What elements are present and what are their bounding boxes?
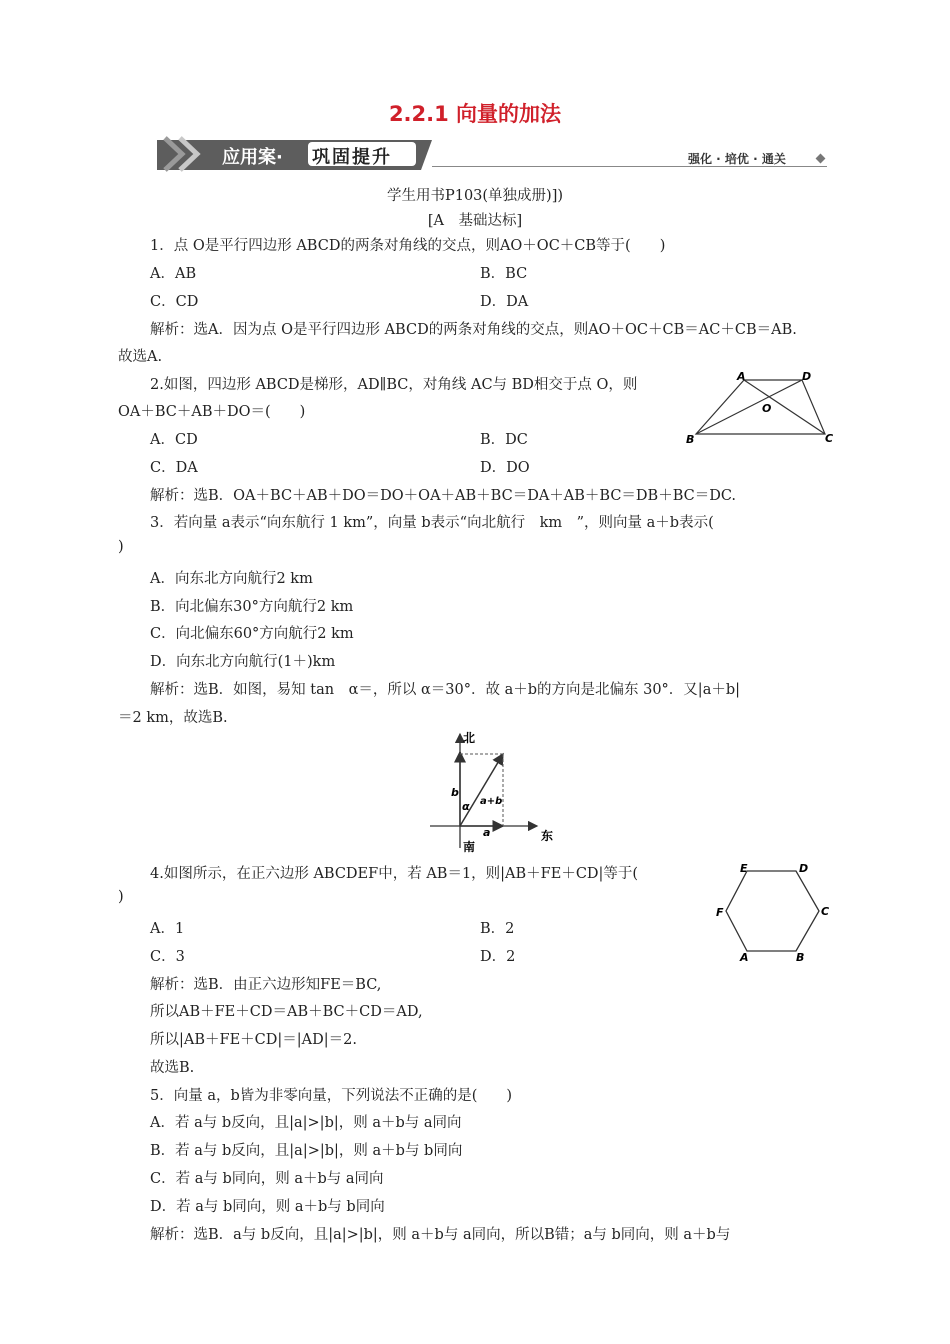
q3-option-a: A．向东北方向航行2 km xyxy=(150,571,313,587)
q5-solution: 解析：选B．a与 b反向，且|a|>|b|，则 a＋b与 a同向，所以B错；a与 b同向，则 a＋b与 xyxy=(150,1227,731,1243)
label-hex-d: D xyxy=(799,862,809,875)
q4-option-c: C．3 xyxy=(150,949,185,965)
q3-option-b: B．向北偏东30°方向航行2 km xyxy=(150,599,354,615)
q2-option-b: B．DC xyxy=(480,432,528,448)
q3-option-c: C．向北偏东60°方向航行2 km xyxy=(150,626,354,642)
vector-figure xyxy=(425,728,560,856)
trapezoid-figure xyxy=(682,368,837,448)
q2-option-d: D．DO xyxy=(480,460,530,476)
label-c: C xyxy=(825,432,834,445)
q4-option-d: D．2 xyxy=(480,949,516,965)
q1-solution: 解析：选A．因为点 O是平行四边形 ABCD的两条对角线的交点，则AO＋OC＋CB＝AC＋CB＝AB. xyxy=(150,322,797,338)
q2-option-c: C．DA xyxy=(150,460,198,476)
q4-solution-line3: 所以|AB＋FE＋CD|＝|AD|＝2. xyxy=(150,1032,357,1048)
q1-solution-cont: 故选A. xyxy=(118,349,163,365)
q1-option-c: C．CD xyxy=(150,294,199,310)
q5-option-c: C．若 a与 b同向，则 a＋b与 a同向 xyxy=(150,1171,384,1187)
question-4-cont: ) xyxy=(118,889,124,905)
label-hex-b: B xyxy=(796,951,805,964)
question-2: 2.如图，四边形 ABCD是梯形，AD∥BC，对角线 AC与 BD相交于点 O，则 xyxy=(150,377,638,393)
banner-label: 应用案· xyxy=(222,147,283,168)
label-vector-a: a xyxy=(483,826,491,839)
label-a: A xyxy=(737,370,746,383)
label-vector-b: b xyxy=(451,786,459,799)
q4-option-a: A．1 xyxy=(150,921,185,937)
section-heading: [A 基础达标] xyxy=(427,213,523,229)
label-o: O xyxy=(762,402,772,415)
q2-solution: 解析：选B．OA＋BC＋AB＋DO＝DO＋OA＋AB＋BC＝DA＋AB＋BC＝DB＋BC＝DC. xyxy=(150,488,737,504)
q4-option-b: B．2 xyxy=(480,921,515,937)
q2-option-a: A．CD xyxy=(150,432,198,448)
question-3-cont: ) xyxy=(118,539,124,555)
q3-solution-cont: ＝2 km，故选B. xyxy=(118,710,228,726)
label-d: D xyxy=(802,370,812,383)
label-north: 北 xyxy=(463,731,476,745)
q3-solution: 解析：选B．如图，易知 tan α＝，所以 α＝30°．故 a＋b的方向是北偏东 30°．又|a＋b| xyxy=(150,682,741,698)
book-reference: 学生用书P103(单独成册)]) xyxy=(386,188,564,204)
page-title: 2.2.1 向量的加法 xyxy=(388,102,562,126)
hexagon-figure xyxy=(712,855,837,965)
label-east: 东 xyxy=(541,829,554,843)
label-hex-c: C xyxy=(821,905,830,918)
q1-option-b: B．BC xyxy=(480,266,528,282)
label-sum: a+b xyxy=(480,796,503,807)
q4-solution: 解析：选B．由正六边形知FE＝BC, xyxy=(150,977,382,993)
q4-solution-line2: 所以AB＋FE＋CD＝AB＋BC＋CD＝AD, xyxy=(150,1004,423,1020)
q1-option-d: D．DA xyxy=(480,294,529,310)
diamond-icon xyxy=(816,154,826,164)
question-3: 3．若向量 a表示“向东航行 1 km”，向量 b表示“向北航行 km ”，则向量 a＋b表示( xyxy=(150,515,714,531)
label-alpha: α xyxy=(462,800,470,813)
label-hex-f: F xyxy=(716,906,724,919)
header-tagline: 强化 · 培优 · 通关 xyxy=(688,152,786,166)
question-2-cont: OA＋BC＋AB＋DO＝( ) xyxy=(118,404,306,420)
q3-option-d: D．向东北方向航行(1＋)km xyxy=(150,654,336,670)
q5-option-a: A．若 a与 b反向，且|a|>|b|，则 a＋b与 a同向 xyxy=(150,1115,462,1131)
label-south: 南 xyxy=(463,840,476,854)
label-hex-e: E xyxy=(740,862,748,875)
question-5: 5．向量 a，b皆为非零向量，下列说法不正确的是( ) xyxy=(150,1088,513,1104)
label-hex-a: A xyxy=(740,951,749,964)
label-b: B xyxy=(686,433,695,446)
q5-option-b: B．若 a与 b反向，且|a|>|b|，则 a＋b与 b同向 xyxy=(150,1143,463,1159)
q4-solution-line4: 故选B. xyxy=(150,1060,195,1076)
question-4: 4.如图所示，在正六边形 ABCDEF中，若 AB＝1，则|AB＋FE＋CD|等于( xyxy=(150,866,639,882)
q5-option-d: D．若 a与 b同向，则 a＋b与 b同向 xyxy=(150,1199,385,1215)
q1-option-a: A．AB xyxy=(150,266,197,282)
chevron-icon xyxy=(160,134,220,174)
question-1: 1．点 O是平行四边形 ABCD的两条对角线的交点，则AO＋OC＋CB等于( ) xyxy=(150,238,666,254)
banner-highlight: 巩固提升 xyxy=(312,147,392,168)
